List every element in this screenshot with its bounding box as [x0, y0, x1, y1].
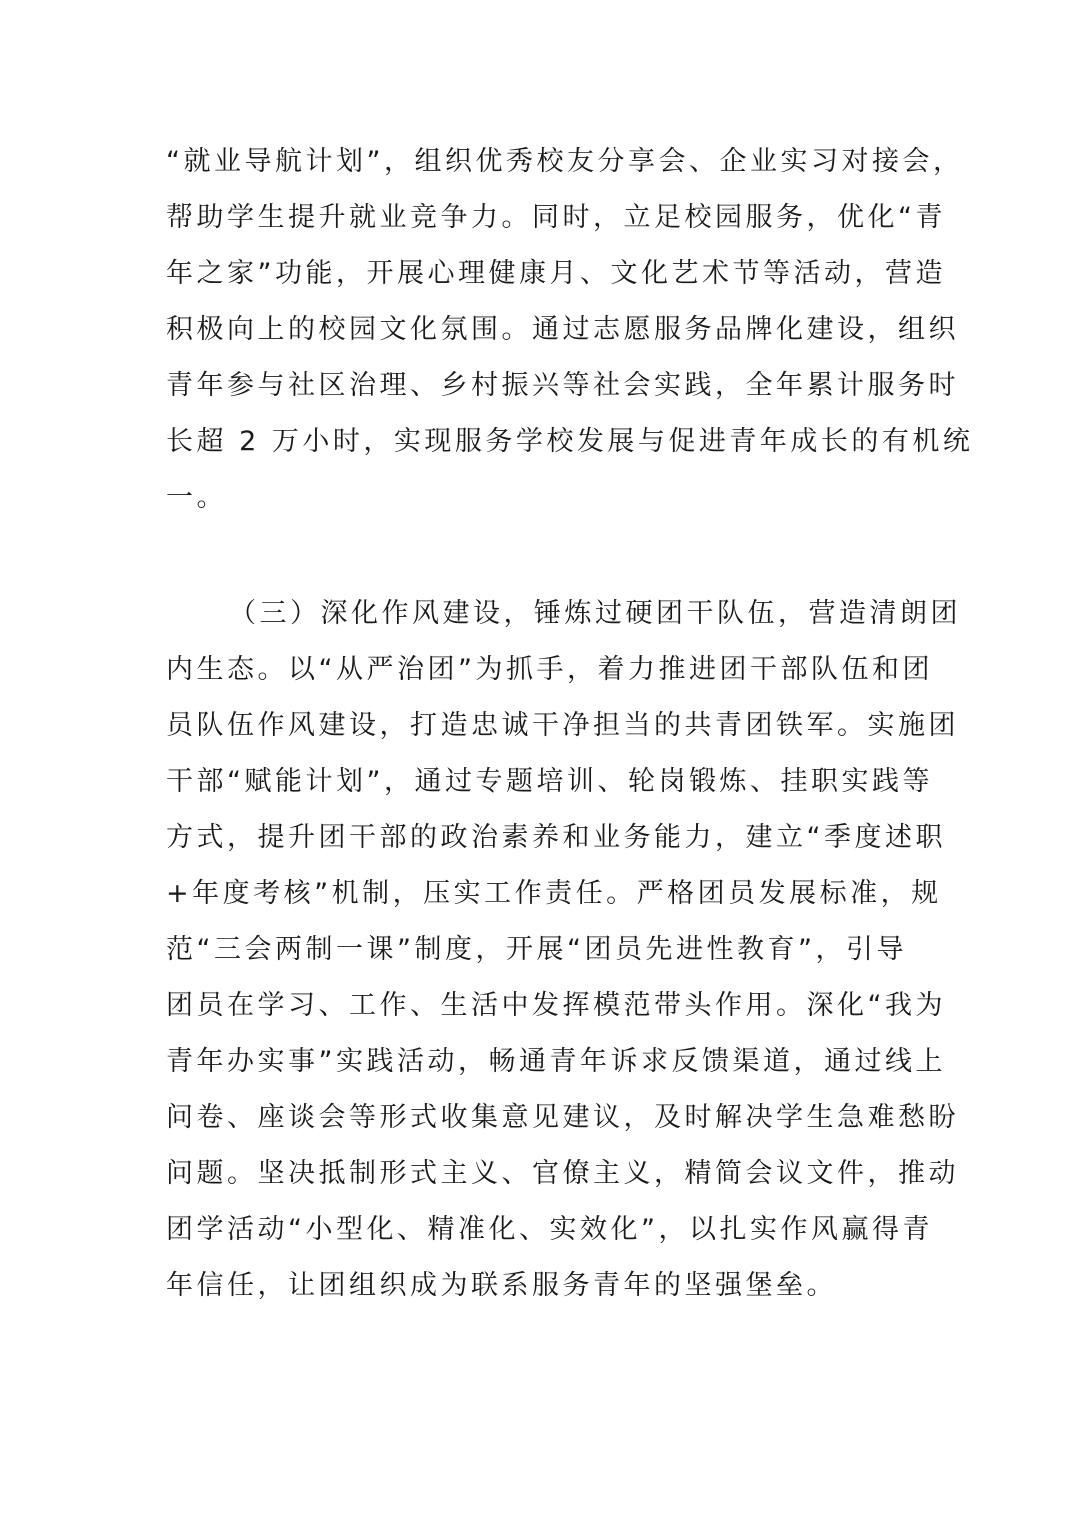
text-line: 帮助学生提升就业竞争力。同时，立足校园服务，优化“青	[166, 202, 946, 233]
text-line: 积极向上的校园文化氛围。通过志愿服务品牌化建设，组织	[166, 314, 959, 345]
text-line: +年度考核”机制，压实工作责任。严格团员发展标准，规	[166, 878, 942, 909]
text-line: 一。	[166, 482, 227, 513]
text-line: 问卷、座谈会等形式收集意见建议，及时解决学生急难愁盼	[166, 1102, 959, 1133]
text-line: 方式，提升团干部的政治素养和业务能力，建立“季度述职	[166, 822, 946, 853]
text-line: 青年办实事”实践活动，畅通青年诉求反馈渠道，通过线上	[166, 1046, 946, 1077]
text-line: 年之家”功能，开展心理健康月、文化艺术节等活动，营造	[166, 258, 946, 289]
text-line: “就业导航计划”，组织优秀校友分享会、企业实习对接会，	[166, 146, 964, 177]
text-line: 团学活动“小型化、精准化、实效化”，以扎实作风赢得青	[166, 1214, 933, 1245]
text-line: 长超 2 万小时，实现服务学校发展与促进青年成长的有机统	[166, 426, 974, 457]
text-line: 年信任，让团组织成为联系服务青年的坚强堡垒。	[166, 1270, 837, 1301]
text-line: 团员在学习、工作、生活中发挥模范带头作用。深化“我为	[166, 990, 946, 1021]
paragraph-continuation	[166, 134, 974, 526]
text-line: 青年参与社区治理、乡村振兴等社会实践，全年累计服务时	[166, 370, 959, 401]
text-line: 范“三会两制一课”制度，开展“团员先进性教育”，引导	[166, 934, 907, 965]
paragraph-section-three	[166, 586, 961, 1314]
text-line: 内生态。以“从严治团”为抓手，着力推进团干部队伍和团	[166, 654, 933, 685]
text-line: 员队伍作风建设，打造忠诚干净担当的共青团铁军。实施团	[166, 710, 959, 741]
text-line: 干部“赋能计划”，通过专题培训、轮岗锻炼、挂职实践等	[166, 766, 933, 797]
text-line: 问题。坚决抵制形式主义、官僚主义，精简会议文件，推动	[166, 1158, 959, 1189]
section-heading-line: （三）深化作风建设，锤炼过硬团干队伍，营造清朗团	[229, 598, 961, 629]
